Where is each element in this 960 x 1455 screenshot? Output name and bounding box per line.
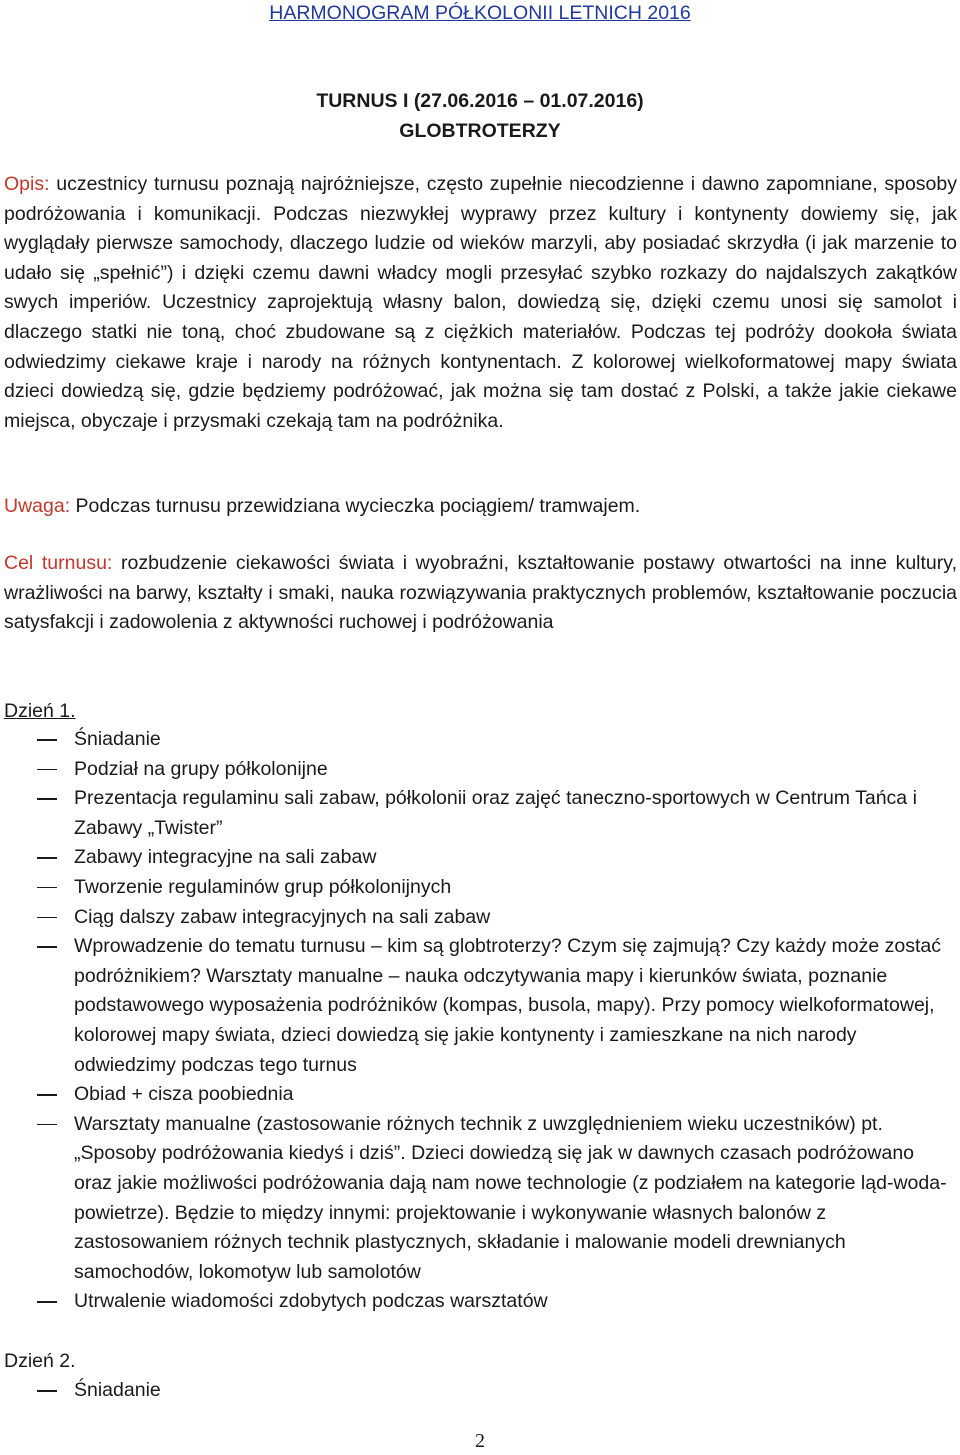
turnus-name: GLOBTROTERZY <box>399 120 561 142</box>
cel-paragraph <box>4 549 957 638</box>
day2-heading: Dzień 2. <box>4 1350 76 1372</box>
cel-text: rozbudzenie ciekawości świata i wyobraźni, kształtowanie postawy otwartości na inne kultury, wrażliwości na barwy, kształty i smaki, nauka rozwiązywania praktycznych problemów, kształtowanie poczucia satysfakcji i zadowolenia z aktywności ruchowej i podróżowania <box>4 552 957 634</box>
turnus-dates: TURNUS I (27.06.2016 – 01.07.2016) <box>316 90 644 112</box>
opis-text: uczestnicy turnusu poznają najróżniejsze, często zupełnie niecodzienne i dawno zapomniane, sposoby podróżowania i komunikacji. Podczas niezwykłej wyprawy przez kultury i kontynenty dowiemy się, jak wyglądały pierwsze samochody, dlaczego ludzie od wieków marzyli, aby posiadać skrzydła (i jak marzenie to udało się „spełnić”) i dzięki czemu dawni władcy mogli przesyłać szybko rozkazy do najdalszych zakątków swych imperiów. Uczestnicy zaprojektują własny balon, dowiedzą się, dzięki czemu unosi się samolot i dlaczego statki nie toną, choć zbudowane są z ciężkich materiałów. Podczas tej podróży dookoła świata odwiedzimy ciekawe kraje i narody na różnych kontynentach. Z kolorowej wielkoformatowej mapy świata dzieci dowiedzą się, gdzie będziemy podróżować, jak można się tam dostać z Polski, a także jakie ciekawe miejsca, obyczaje i przysmaki czekają tam na podróżnika. <box>4 173 957 432</box>
list-item: Śniadanie <box>4 725 957 755</box>
day2-list <box>4 1376 957 1406</box>
list-item: Obiad + cisza poobiednia <box>4 1080 957 1110</box>
document-title: HARMONOGRAM PÓŁKOLONII LETNICH 2016 <box>269 2 691 24</box>
day1-list <box>4 725 957 1317</box>
day1-heading: Dzień 1. <box>4 700 76 722</box>
list-item: Podział na grupy półkolonijne <box>4 755 957 785</box>
dash-bullet-icon <box>37 946 57 948</box>
opis-label: Opis: <box>4 173 50 195</box>
list-item: Wprowadzenie do tematu turnusu – kim są globtroterzy? Czym się zajmują? Czy każdy może zostać podróżnikiem? Warsztaty manualne – nauka odczytywania mapy i kierunków świata, poznanie podstawowego wyposażenia podróżników (kompas, busola, mapy). Przy pomocy wielkoformatowej, kolorowej mapy świata, dzieci dowiedzą się jakie kontynenty i zamieszkane na nich narody odwiedzimy podczas tego turnus <box>4 932 957 1080</box>
dash-bullet-icon <box>37 1124 57 1126</box>
uwaga-paragraph <box>4 492 957 522</box>
list-item: Ciąg dalszy zabaw integracyjnych na sali zabaw <box>4 903 957 933</box>
dash-bullet-icon <box>37 1301 57 1303</box>
dash-bullet-icon <box>37 739 57 741</box>
cel-label: Cel turnusu: <box>4 552 113 574</box>
list-item: Prezentacja regulaminu sali zabaw, półkolonii oraz zajęć taneczno-sportowych w Centrum Tańca i Zabawy „Twister” <box>4 784 957 843</box>
dash-bullet-icon <box>37 1390 57 1392</box>
page-number: 2 <box>475 1430 485 1452</box>
dash-bullet-icon <box>37 769 57 771</box>
dash-bullet-icon <box>37 887 57 889</box>
uwaga-text: Podczas turnusu przewidziana wycieczka pociągiem/ tramwajem. <box>70 495 641 517</box>
list-item: Tworzenie regulaminów grup półkolonijnych <box>4 873 957 903</box>
list-item: Śniadanie <box>4 1376 957 1406</box>
list-item: Zabawy integracyjne na sali zabaw <box>4 843 957 873</box>
list-item: Warsztaty manualne (zastosowanie różnych technik z uwzględnieniem wieku uczestników) pt. „Sposoby podróżowania kiedyś i dziś”. Dzieci dowiedzą się jak w dawnych czasach podróżowano oraz jakie możliwości podróżowania dają nam nowe technologie (z podziałem na kategorie ląd-woda-powietrze). Będzie to między innymi: projektowanie i wykonywanie własnych balonów z zastosowaniem różnych technik plastycznych, składanie i malowanie modeli drewnianych samochodów, lokomotyw lub samolotów <box>4 1110 957 1288</box>
turnus-heading <box>0 86 960 146</box>
dash-bullet-icon <box>37 857 57 859</box>
uwaga-label: Uwaga: <box>4 495 71 517</box>
dash-bullet-icon <box>37 1094 57 1096</box>
dash-bullet-icon <box>37 917 57 919</box>
opis-paragraph <box>4 170 957 436</box>
list-item: Utrwalenie wiadomości zdobytych podczas warsztatów <box>4 1287 957 1317</box>
dash-bullet-icon <box>37 798 57 800</box>
